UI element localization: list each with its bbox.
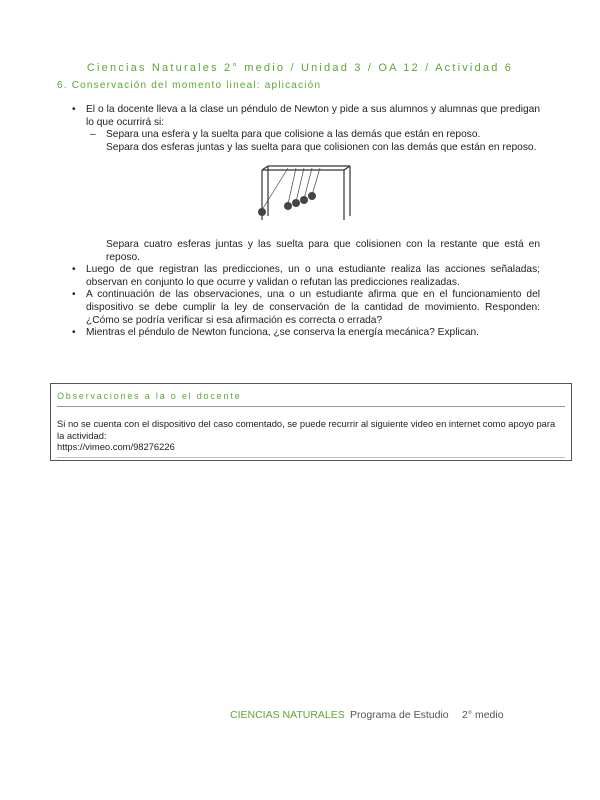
dash-marker: –	[90, 129, 96, 141]
section-title: 6. Conservación del momento lineal: aplicación	[57, 80, 322, 91]
cradle-ball	[284, 202, 292, 210]
cradle-ball	[300, 196, 308, 204]
sub-item	[70, 129, 540, 142]
bullet-item: • A continuación de las observaciones, una o un estudiante afirma que en el funcionamiento del dispositivo se debe cumplir la ley de conservación de la cantidad de movimiento. Responden: ¿Cómo se podría verificar si esa afirmación es correcta o errada?	[70, 289, 540, 327]
bullet-item: • Luego de que registran las predicciones, un o una estudiante realiza las acciones señaladas; observan en conjunto lo que ocurre y validan o refutan las predicciones realizadas.	[70, 264, 540, 289]
observations-text	[57, 418, 565, 453]
activity-body	[70, 104, 540, 340]
cradle-string	[262, 168, 288, 210]
cradle-ball	[292, 199, 300, 207]
cradle-ball	[258, 208, 266, 216]
page-header: Ciencias Naturales 2° medio / Unidad 3 / OA 12 / Actividad 6	[86, 62, 514, 74]
cradle-string	[312, 168, 320, 195]
cradle-string	[288, 168, 296, 204]
bullet-item: • El o la docente lleva a la clase un péndulo de Newton y pide a sus alumnos y alumnas que predigan lo que ocurrirá si:	[70, 104, 540, 129]
observations-title: Observaciones a la o el docente	[57, 391, 242, 401]
observations-divider	[57, 406, 565, 407]
footer-subject: CIENCIAS NATURALES	[230, 709, 345, 721]
sub-item: Separa cuatro esferas juntas y las suelta para que colisionen con la restante que está en reposo.	[106, 238, 540, 263]
newtons-cradle-illustration	[248, 162, 358, 224]
observations-bottom-rule	[57, 457, 565, 458]
bullet-item: • Mientras el péndulo de Newton funciona, ¿se conserva la energía mecánica? Explican.	[70, 327, 540, 340]
footer-program: Programa de Estudio	[350, 709, 449, 721]
observations-body: Si no se cuenta con el dispositivo del caso comentado, se puede recurrir al siguiente video en internet como apoyo para la actividad:	[57, 418, 556, 441]
sub-item: Separa dos esferas juntas y las suelta para que colisionen con las demás que están en reposo.	[106, 141, 537, 153]
footer-grade: 2° medio	[462, 709, 504, 721]
cradle-ball	[308, 192, 316, 200]
teacher-observations-box	[50, 383, 572, 461]
video-link[interactable]: https://vimeo.com/98276226	[57, 441, 175, 453]
sub-item-text: Separa una esfera y la suelta para que colisione a las demás que están en reposo.	[106, 129, 481, 141]
